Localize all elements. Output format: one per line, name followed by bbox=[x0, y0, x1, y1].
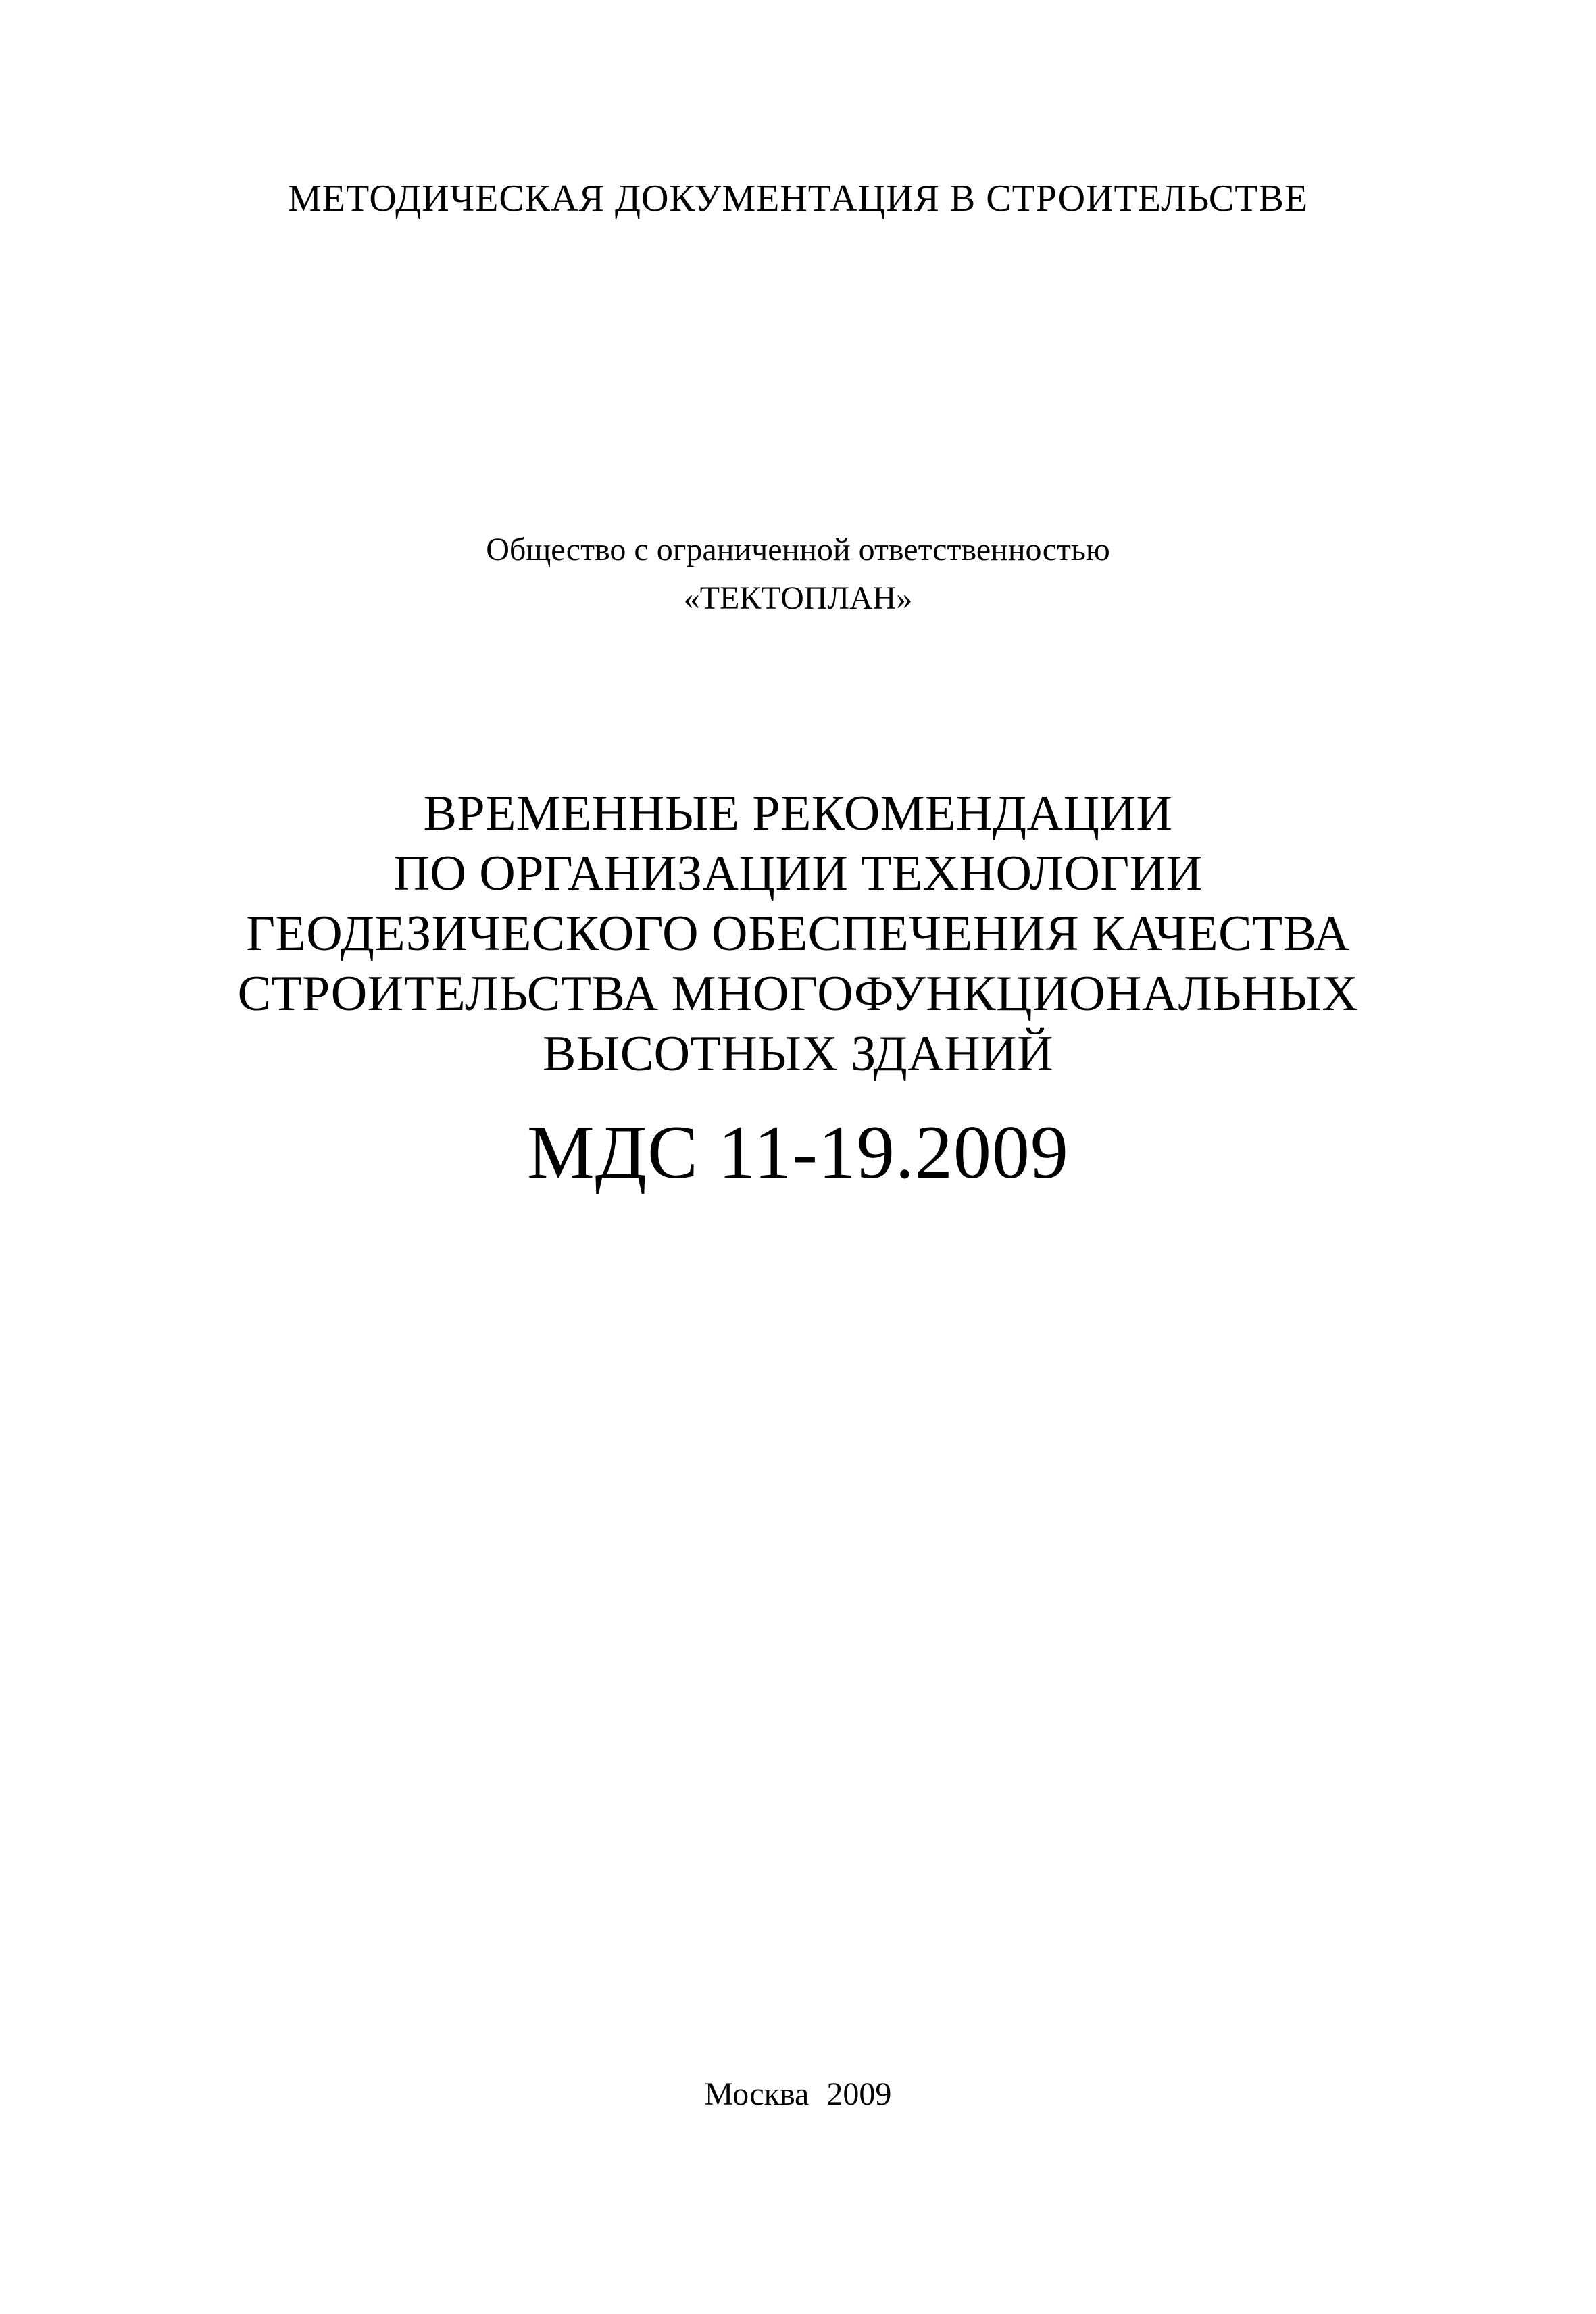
title-line-4: СТРОИТЕЛЬСТВА МНОГОФУНКЦИОНАЛЬНЫХ bbox=[237, 966, 1359, 1022]
organization-block bbox=[0, 526, 1596, 623]
title-line-2: ПО ОРГАНИЗАЦИИ ТЕХНОЛОГИИ bbox=[393, 846, 1203, 901]
organization-type: Общество с ограниченной ответственностью bbox=[486, 532, 1110, 568]
title-line-5: ВЫСОТНЫХ ЗДАНИЙ bbox=[542, 1026, 1054, 1082]
document-code: МДС 11-19.2009 bbox=[527, 1111, 1069, 1194]
title-line-3: ГЕОДЕЗИЧЕСКОГО ОБЕСПЕЧЕНИЯ КАЧЕСТВА bbox=[246, 906, 1350, 961]
document-title bbox=[0, 784, 1596, 1084]
organization-name: «ТЕКТОПЛАН» bbox=[683, 580, 913, 616]
place-and-year: Москва 2009 bbox=[704, 2076, 892, 2112]
series-heading: МЕТОДИЧЕСКАЯ ДОКУМЕНТАЦИЯ В СТРОИТЕЛЬСТВЕ bbox=[287, 178, 1309, 220]
title-line-1: ВРЕМЕННЫЕ РЕКОМЕНДАЦИИ bbox=[423, 786, 1173, 841]
